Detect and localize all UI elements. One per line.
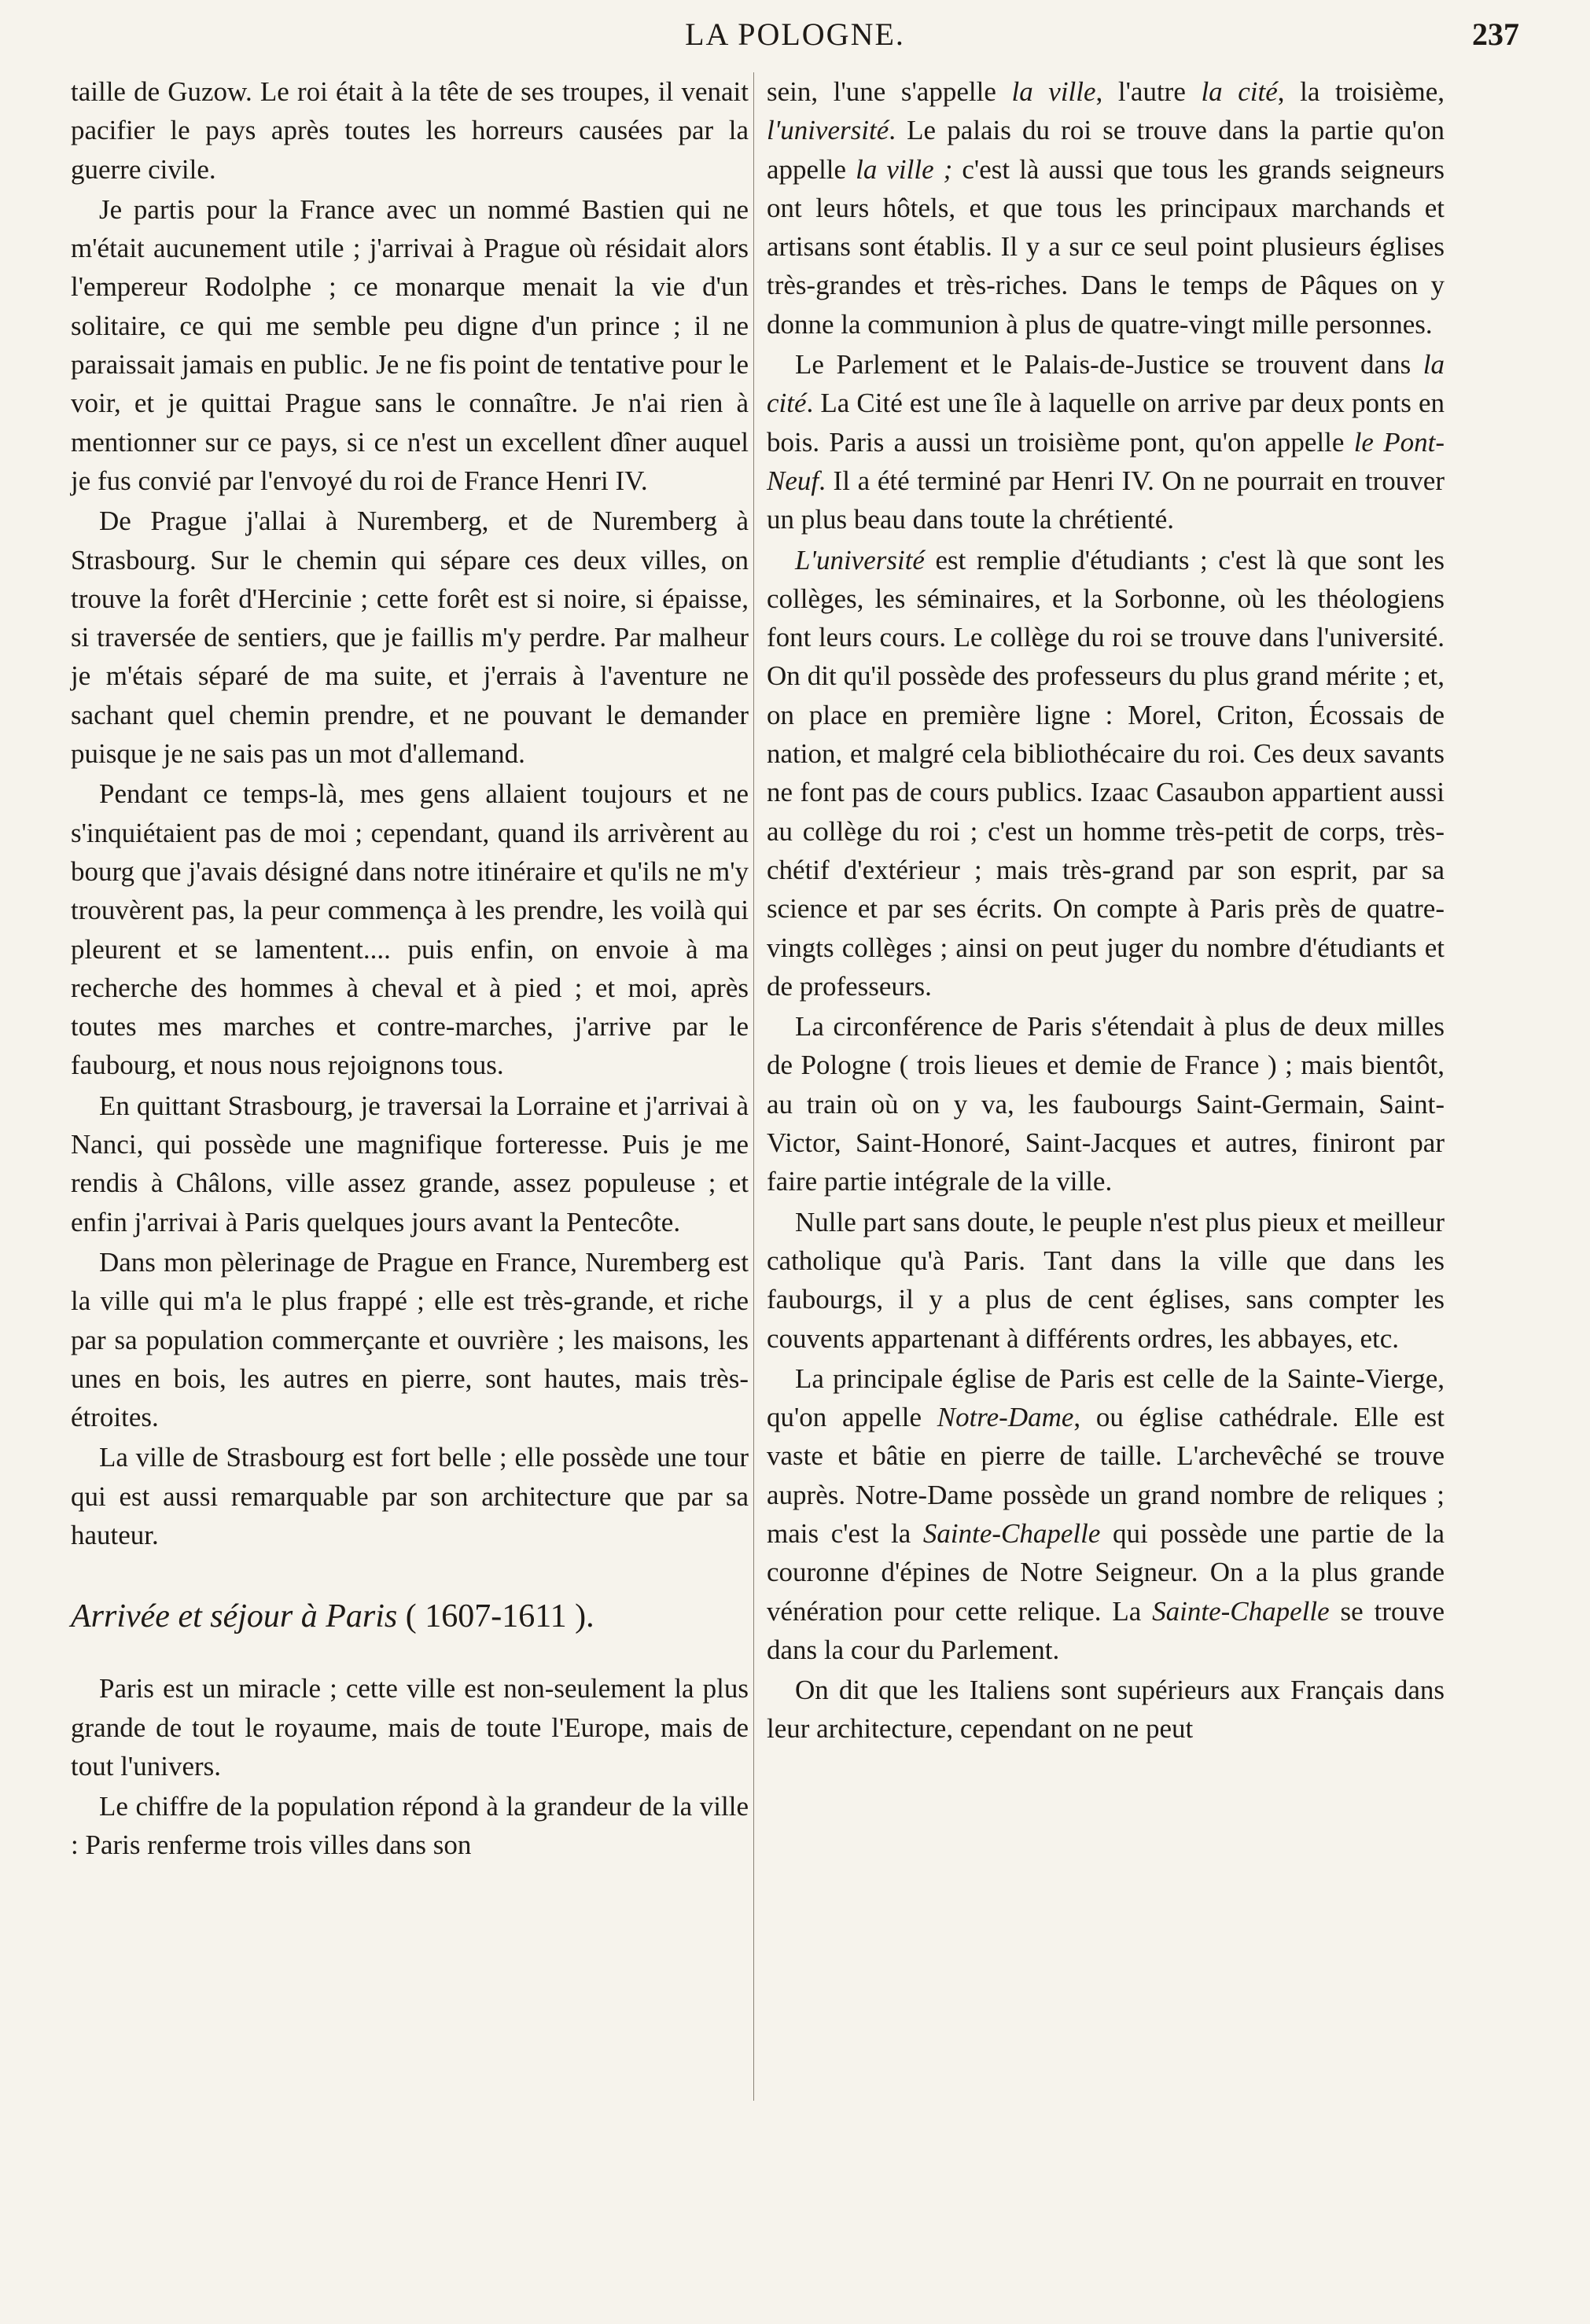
paragraph: Je partis pour la France avec un nommé Bastien qui ne m'était aucunement utile ; j'arrivai à Prague où résidait alors l'empereur Rodolphe ; ce monarque menait la vie d'un solitaire, ce qui me semble peu digne d'un prince ; il ne paraissait jamais en public. Je ne fis point de tentative pour le voir, et je quittai Prague sans le connaître. Je n'ai rien à mentionner sur ce pays, si ce n'est un excellent dîner auquel je fus convié par l'envoyé du roi de France Henri IV. xyxy=(71,193,749,496)
paragraph: Pendant ce temps-là, mes gens allaient toujours et ne s'inquiétaient pas de moi ; cependant, quand ils arrivèrent au bourg que j'avais désigné dans notre itinéraire et qu'ils ne m'y trouvèrent pas, la peur commença à les prendre, les voilà qui pleurent et se lamentent.... puis enfin, on envoie à ma recherche des hommes à cheval et à pied ; et moi, après toutes mes marches et contre-marches, j'arrive par le faubourg, et nous nous rejoignons tous. xyxy=(71,778,749,1081)
italic-term: la ville xyxy=(1011,76,1096,107)
paragraph: Le chiffre de la population répond à la grandeur de la ville : Paris renferme trois villes dans son xyxy=(71,1791,749,1861)
italic-term: L'université xyxy=(795,544,925,575)
italic-term: la ville ; xyxy=(856,153,953,185)
paragraph: sein, l'une s'appelle la ville, l'autre la cité, la troisième, l'université. Le palais du roi se trouve dans la partie qu'on appelle la ville ; c'est là aussi que tous les grands seigneurs ont leurs hôtels, et que tous les principaux marchands et artisans sont établis. Il y a sur ce seul point plusieurs églises très-grandes et très-riches. Dans le temps de Pâques on y donne la communion à plus de quatre-vingt mille personnes. xyxy=(767,76,1445,340)
paragraph: Le Parlement et le Palais-de-Justice se trouvent dans la cité. La Cité est une île à laquelle on arrive par deux ponts en bois. Paris a aussi un troisième pont, qu'on appelle le Pont-Neuf. Il a été terminé par Henri IV. On ne pourrait en trouver un plus beau dans toute la chrétienté. xyxy=(767,349,1445,535)
paragraph: L'université est remplie d'étudiants ; c'est là que sont les collèges, les séminaires, et la Sorbonne, où les théologiens font leurs cours. Le collège du roi se trouve dans l'université. On dit qu'il possède des professeurs du plus grand mérite ; et, on place en première ligne : Morel, Criton, Écossais de nation, et malgré cela bibliothécaire du roi. Ces deux savants ne font pas de cours publics. Izaac Casaubon appartient aussi au collège du roi ; c'est un homme très-petit de corps, très-chétif d'extérieur ; mais très-grand par son esprit, par sa science et par ses écrits. On compte à Paris près de quatre-vingts collèges ; ainsi on peut juger du nombre d'étudiants et de professeurs. xyxy=(767,544,1445,1002)
page-number: 237 xyxy=(1472,17,1519,52)
paragraph: En quittant Strasbourg, je traversai la Lorraine et j'arrivai à Nanci, qui possède une magnifique forteresse. Puis je me rendis à Châlons, ville assez grande, assez populeuse ; et enfin j'arrivai à Paris quelques jours avant la Pentecôte. xyxy=(71,1090,749,1237)
paragraph: Nulle part sans doute, le peuple n'est plus pieux et meilleur catholique qu'à Paris. Tant dans la ville que dans les faubourgs, il y a plus de cent églises, sans compter les couvents appartenant à différents ordres, les abbayes, etc. xyxy=(767,1206,1445,1354)
paragraph: Dans mon pèlerinage de Prague en France, Nuremberg est la ville qui m'a le plus frappé ; elle est très-grande, et riche par sa population commerçante et ouvrière ; les maisons, les unes en bois, les autres en pierre, sont hautes, mais très-étroites. xyxy=(71,1246,749,1433)
italic-term: Sainte-Chapelle xyxy=(922,1517,1101,1549)
italic-term: l'université xyxy=(767,115,889,146)
italic-term: le Pont-Neuf xyxy=(767,426,1445,496)
column-divider xyxy=(753,72,754,2101)
italic-term: la cité xyxy=(1201,76,1278,107)
paragraph: On dit que les Italiens sont supérieurs aux Français dans leur architecture, cependant on ne peut xyxy=(767,1675,1445,1745)
italic-term: Notre-Dame xyxy=(937,1402,1074,1433)
paragraph: La circonférence de Paris s'étendait à plus de deux milles de Pologne ( trois lieues et demie de France ) ; mais bientôt, au train où on y va, les faubourgs Saint-Germain, Saint-Victor, Saint-Honoré, Saint-Jacques et autres, finiront par faire partie intégrale de la ville. xyxy=(767,1011,1445,1197)
paragraph: Paris est un miracle ; cette ville est non-seulement la plus grande de tout le royaume, mais de toute l'Europe, mais de tout l'univers. xyxy=(71,1673,749,1782)
right-column xyxy=(767,72,1445,1749)
left-column xyxy=(71,72,749,1865)
section-heading-dates: ( 1607-1611 ). xyxy=(397,1598,594,1635)
section-heading-text: Arrivée et séjour à Paris xyxy=(71,1598,398,1635)
running-title: LA POLOGNE. xyxy=(685,17,905,52)
italic-term: la cité xyxy=(767,349,1445,419)
page-header xyxy=(71,16,1519,63)
paragraph: La principale église de Paris est celle de la Sainte-Vierge, qu'on appelle Notre-Dame, ou église cathédrale. Elle est vaste et bâtie en pierre de taille. L'archevêché se trouve auprès. Notre-Dame possède un grand nombre de reliques ; mais c'est la Sainte-Chapelle qui possède une partie de la couronne d'épines de Notre Seigneur. On a la plus grande vénération pour cette relique. La Sainte-Chapelle se trouve dans la cour du Parlement. xyxy=(767,1362,1445,1665)
section-heading xyxy=(71,1597,749,1636)
paragraph: La ville de Strasbourg est fort belle ; elle possède une tour qui est aussi remarquable par son architecture que par sa hauteur. xyxy=(71,1442,749,1550)
paragraph: De Prague j'allai à Nuremberg, et de Nuremberg à Strasbourg. Sur le chemin qui sépare ces deux villes, on trouve la forêt d'Hercinie ; cette forêt est si noire, si épaisse, si traversée de sentiers, que je faillis m'y perdre. Par malheur je m'étais séparé de ma suite, et j'errais à l'aventure ne sachant quel chemin prendre, et ne pouvant le demander puisque je ne sais pas un mot d'allemand. xyxy=(71,506,749,770)
italic-term: Sainte-Chapelle xyxy=(1152,1595,1330,1627)
paragraph: taille de Guzow. Le roi était à la tête de ses troupes, il venait pacifier le pays après toutes les horreurs causées par la guerre civile. xyxy=(71,76,749,185)
